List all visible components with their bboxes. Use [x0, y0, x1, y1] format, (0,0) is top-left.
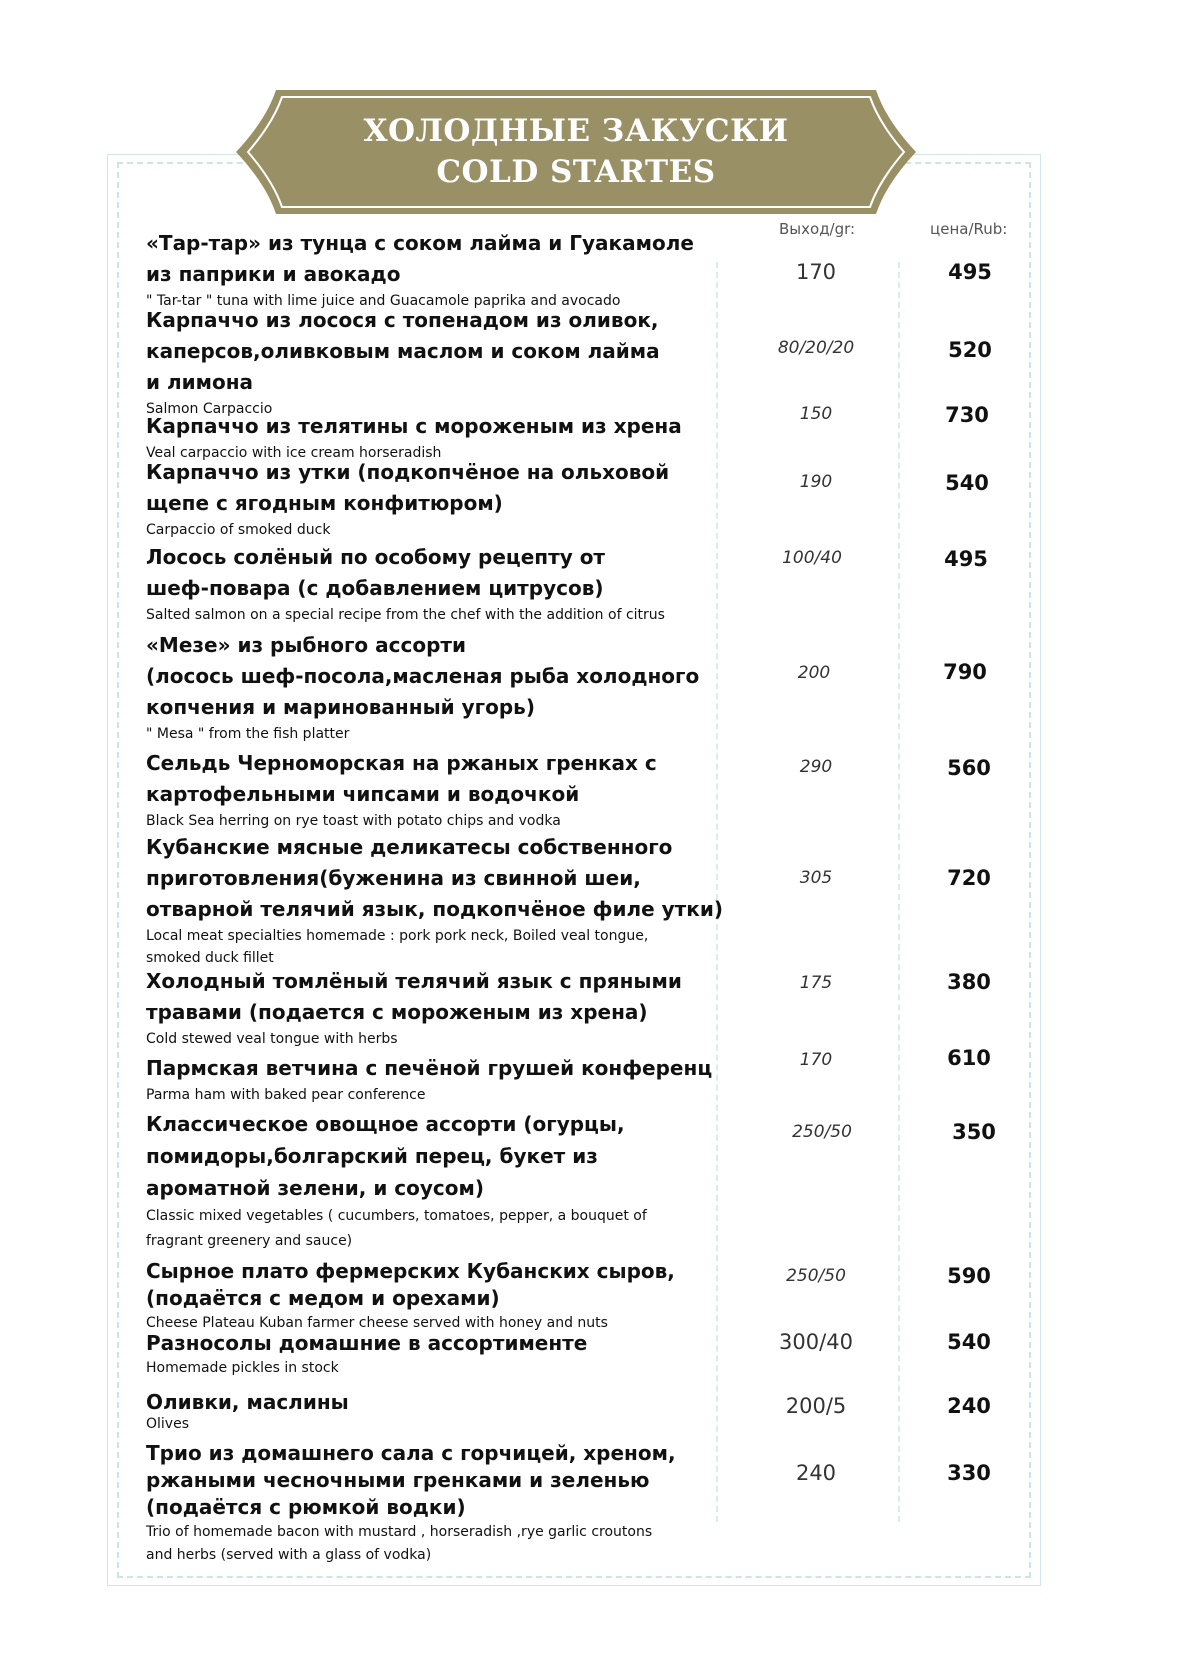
item-price: 495: [944, 547, 988, 571]
item-name-en: " Tar-tar " tuna with lime juice and Guacamole paprika and avocado: [146, 293, 621, 309]
item-weight: 300/40: [779, 1330, 853, 1354]
item-name-ru: Карпаччо из телятины с мороженым из хрена: [146, 414, 682, 438]
item-price: 560: [947, 756, 991, 780]
item-weight: 290: [799, 757, 833, 777]
menu-item: [146, 457, 726, 541]
item-name-en: Cold stewed veal tongue with herbs: [146, 1031, 398, 1047]
item-name-en: Carpaccio of smoked duck: [146, 522, 331, 538]
item-name-en: Black Sea herring on rye toast with potato chips and vodka: [146, 813, 561, 829]
item-price: 330: [947, 1461, 991, 1485]
item-weight: 200/5: [785, 1394, 847, 1418]
item-weight: 250/50: [792, 1122, 852, 1142]
menu-item: [146, 1053, 726, 1106]
item-name-en: Olives: [146, 1416, 189, 1432]
item-weight: 240: [795, 1461, 837, 1485]
item-price: 790: [943, 660, 987, 684]
item-name-ru: Кубанские мясные деликатесы собственного приготовления(буженина из свинной шеи, отварной телячий язык, подкопчёное филе утки): [146, 835, 724, 921]
menu-item: [146, 1330, 726, 1379]
item-name-ru: Лосось солёный по особому рецепту от шеф-повара (с добавлением цитрусов): [146, 545, 606, 600]
item-weight: 80/20/20: [777, 338, 855, 358]
item-price: 610: [947, 1046, 991, 1070]
menu-item: [146, 1390, 726, 1433]
item-name-ru: Разносолы домашние в ассортименте: [146, 1331, 588, 1355]
menu-item: [146, 1440, 726, 1567]
item-weight: 190: [799, 472, 833, 492]
item-name-en: Local meat specialties homemade : pork pork neck, Boiled veal tongue, smoked duck fillet: [146, 928, 649, 966]
item-name-en: Classic mixed vegetables ( cucumbers, tomatoes, pepper, a bouquet of fragrant greenery and sauce): [146, 1208, 647, 1249]
item-weight: 150: [799, 404, 833, 424]
menu-item: [146, 832, 726, 969]
title-en: COLD STARTES: [436, 154, 716, 190]
item-price: 495: [948, 260, 992, 284]
item-price: 350: [952, 1120, 996, 1144]
title-ru: ХОЛОДНЫЕ ЗАКУСКИ: [363, 113, 789, 149]
item-name-ru: Сырное плато фермерских Кубанских сыров, (подаётся с медом и орехами): [146, 1259, 675, 1310]
menu-item: [146, 748, 726, 832]
item-name-ru: «Мезе» из рыбного ассорти (лосось шеф-посола,масленая рыба холодного копчения и маринованный угорь): [146, 633, 700, 719]
item-weight: 250/50: [786, 1266, 846, 1286]
item-name-ru: Карпаччо из утки (подкопчёное на ольховой щепе с ягодным конфитюром): [146, 460, 670, 515]
item-name-ru: Оливки, маслины: [146, 1390, 349, 1414]
item-price: 380: [947, 970, 991, 994]
menu-item: [146, 1258, 726, 1334]
item-weight: 170: [799, 1050, 833, 1070]
item-name-en: Salted salmon on a special recipe from the chef with the addition of citrus: [146, 607, 665, 623]
item-name-en: " Mesa " from the fish platter: [146, 726, 350, 742]
column-header-weight: Выход/gr:: [779, 220, 856, 238]
item-weight: 170: [795, 260, 837, 284]
column-header-price: цена/Rub:: [930, 220, 1008, 238]
menu-item: [146, 966, 726, 1050]
item-name-ru: Карпаччо из лосося с топенадом из оливок, каперсов,оливковым маслом и соком лайма и лимона: [146, 308, 660, 394]
item-name-en: Parma ham with baked pear conference: [146, 1087, 426, 1103]
item-name-en: Veal carpaccio with ice cream horseradish: [146, 445, 442, 461]
item-weight: 175: [799, 973, 833, 993]
item-weight: 100/40: [782, 548, 842, 568]
item-price: 540: [945, 471, 989, 495]
item-price: 240: [947, 1394, 991, 1418]
item-name-en: Homemade pickles in stock: [146, 1360, 339, 1376]
menu-item: [146, 542, 726, 626]
item-price: 720: [947, 866, 991, 890]
column-divider: [898, 262, 900, 1522]
menu-item: [146, 1108, 726, 1254]
item-price: 520: [948, 338, 992, 362]
item-name-ru: Пармская ветчина с печёной грушей конференц: [146, 1056, 713, 1080]
item-name-en: Salmon Carpaccio: [146, 401, 273, 417]
menu-item: [146, 305, 726, 420]
item-name-en: Cheese Plateau Kuban farmer cheese served with honey and nuts: [146, 1315, 608, 1331]
item-name-ru: Холодный томлёный телячий язык с пряными травами (подается с мороженым из хрена): [146, 969, 682, 1024]
item-weight: 200: [797, 663, 831, 683]
menu-item: [146, 630, 726, 745]
title-banner: [236, 90, 916, 214]
item-price: 540: [947, 1330, 991, 1354]
item-price: 590: [947, 1264, 991, 1288]
menu-item: [146, 228, 726, 312]
item-name-ru: Сельдь Черноморская на ржаных гренках с картофельными чипсами и водочкой: [146, 751, 657, 806]
item-name-ru: «Тар-тар» из тунца с соком лайма и Гуакамоле из паприки и авокадо: [146, 231, 694, 286]
item-name-ru: Трио из домашнего сала с горчицей, хреном, ржаными чесночными гренками и зеленью (подаётся с рюмкой водки): [146, 1441, 676, 1519]
item-weight: 305: [799, 868, 833, 888]
item-name-ru: Классическое овощное ассорти (огурцы, помидоры,болгарский перец, букет из ароматной зелени, и соусом): [146, 1112, 625, 1200]
item-name-en: Trio of homemade bacon with mustard , horseradish ,rye garlic croutons and herbs (served with a glass of vodka): [146, 1524, 653, 1563]
item-price: 730: [945, 403, 989, 427]
